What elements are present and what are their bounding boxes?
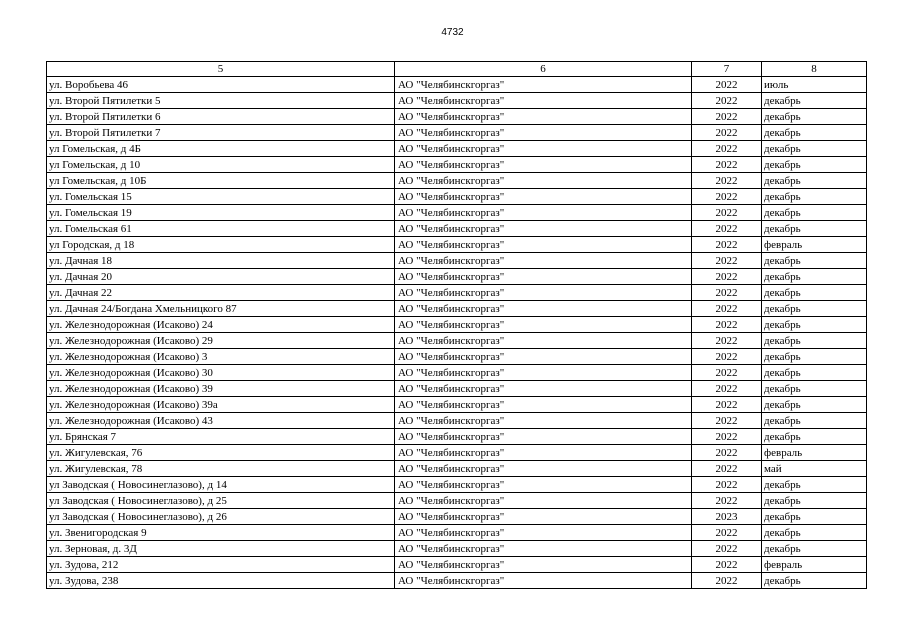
table-row — [47, 429, 867, 445]
address-cell: ул. Дачная 18 — [47, 253, 395, 269]
organization-cell: АО "Челябинскгоргаз" — [395, 445, 692, 461]
table-row — [47, 493, 867, 509]
year-cell: 2022 — [692, 573, 762, 589]
organization-cell: АО "Челябинскгоргаз" — [395, 173, 692, 189]
address-cell: ул Заводская ( Новосинеглазово), д 25 — [47, 493, 395, 509]
organization-cell: АО "Челябинскгоргаз" — [395, 509, 692, 525]
table-row — [47, 157, 867, 173]
table-row — [47, 445, 867, 461]
month-cell: декабрь — [762, 285, 867, 301]
year-cell: 2022 — [692, 397, 762, 413]
month-cell: декабрь — [762, 541, 867, 557]
table-row — [47, 509, 867, 525]
table-row — [47, 189, 867, 205]
month-cell: декабрь — [762, 157, 867, 173]
table-row — [47, 253, 867, 269]
organization-cell: АО "Челябинскгоргаз" — [395, 205, 692, 221]
address-cell: ул. Железнодорожная (Исаково) 30 — [47, 365, 395, 381]
table-row — [47, 477, 867, 493]
table-row — [47, 77, 867, 93]
table-row — [47, 541, 867, 557]
table-row — [47, 285, 867, 301]
year-cell: 2022 — [692, 477, 762, 493]
address-cell: ул. Гомельская 61 — [47, 221, 395, 237]
address-cell: ул. Второй Пятилетки 7 — [47, 125, 395, 141]
table-row — [47, 397, 867, 413]
table-row — [47, 141, 867, 157]
year-cell: 2023 — [692, 509, 762, 525]
address-cell: ул. Брянская 7 — [47, 429, 395, 445]
organization-cell: АО "Челябинскгоргаз" — [395, 477, 692, 493]
table-row — [47, 269, 867, 285]
organization-cell: АО "Челябинскгоргаз" — [395, 573, 692, 589]
table-row — [47, 525, 867, 541]
address-cell: ул. Жигулевская, 76 — [47, 445, 395, 461]
year-cell: 2022 — [692, 253, 762, 269]
month-cell: декабрь — [762, 301, 867, 317]
month-cell: декабрь — [762, 333, 867, 349]
month-cell: декабрь — [762, 413, 867, 429]
table-row — [47, 205, 867, 221]
address-cell: ул. Железнодорожная (Исаково) 43 — [47, 413, 395, 429]
organization-cell: АО "Челябинскгоргаз" — [395, 301, 692, 317]
organization-cell: АО "Челябинскгоргаз" — [395, 541, 692, 557]
table-row — [47, 349, 867, 365]
organization-cell: АО "Челябинскгоргаз" — [395, 77, 692, 93]
organization-cell: АО "Челябинскгоргаз" — [395, 317, 692, 333]
organization-cell: АО "Челябинскгоргаз" — [395, 221, 692, 237]
year-cell: 2022 — [692, 125, 762, 141]
organization-cell: АО "Челябинскгоргаз" — [395, 525, 692, 541]
table-row — [47, 125, 867, 141]
year-cell: 2022 — [692, 525, 762, 541]
table-row — [47, 333, 867, 349]
month-cell: декабрь — [762, 189, 867, 205]
year-cell: 2022 — [692, 541, 762, 557]
table-row — [47, 557, 867, 573]
month-cell: декабрь — [762, 477, 867, 493]
address-cell: ул. Второй Пятилетки 6 — [47, 109, 395, 125]
organization-cell: АО "Челябинскгоргаз" — [395, 365, 692, 381]
table-row — [47, 365, 867, 381]
address-cell: ул Заводская ( Новосинеглазово), д 26 — [47, 509, 395, 525]
year-cell: 2022 — [692, 189, 762, 205]
month-cell: июль — [762, 77, 867, 93]
year-cell: 2022 — [692, 285, 762, 301]
address-cell: ул. Дачная 24/Богдана Хмельницкого 87 — [47, 301, 395, 317]
schedule-table — [46, 61, 867, 589]
year-cell: 2022 — [692, 493, 762, 509]
address-cell: ул. Жигулевская, 78 — [47, 461, 395, 477]
address-cell: ул Городская, д 18 — [47, 237, 395, 253]
month-cell: декабрь — [762, 525, 867, 541]
month-cell: февраль — [762, 237, 867, 253]
year-cell: 2022 — [692, 333, 762, 349]
month-cell: май — [762, 461, 867, 477]
year-cell: 2022 — [692, 349, 762, 365]
year-cell: 2022 — [692, 77, 762, 93]
address-cell: ул. Зудова, 212 — [47, 557, 395, 573]
organization-cell: АО "Челябинскгоргаз" — [395, 93, 692, 109]
month-cell: декабрь — [762, 93, 867, 109]
organization-cell: АО "Челябинскгоргаз" — [395, 333, 692, 349]
table-row — [47, 381, 867, 397]
column-header: 6 — [395, 62, 692, 77]
month-cell: февраль — [762, 445, 867, 461]
year-cell: 2022 — [692, 301, 762, 317]
table-row — [47, 109, 867, 125]
month-cell: декабрь — [762, 269, 867, 285]
month-cell: декабрь — [762, 205, 867, 221]
organization-cell: АО "Челябинскгоргаз" — [395, 269, 692, 285]
month-cell: декабрь — [762, 173, 867, 189]
year-cell: 2022 — [692, 413, 762, 429]
address-cell: ул. Гомельская 15 — [47, 189, 395, 205]
month-cell: декабрь — [762, 141, 867, 157]
address-cell: ул. Зерновая, д. 3Д — [47, 541, 395, 557]
table-row — [47, 461, 867, 477]
year-cell: 2022 — [692, 205, 762, 221]
month-cell: декабрь — [762, 317, 867, 333]
month-cell: декабрь — [762, 573, 867, 589]
address-cell: ул. Дачная 20 — [47, 269, 395, 285]
address-cell: ул. Железнодорожная (Исаково) 3 — [47, 349, 395, 365]
organization-cell: АО "Челябинскгоргаз" — [395, 125, 692, 141]
organization-cell: АО "Челябинскгоргаз" — [395, 381, 692, 397]
month-cell: декабрь — [762, 509, 867, 525]
column-header: 8 — [762, 62, 867, 77]
organization-cell: АО "Челябинскгоргаз" — [395, 493, 692, 509]
year-cell: 2022 — [692, 445, 762, 461]
month-cell: декабрь — [762, 221, 867, 237]
year-cell: 2022 — [692, 365, 762, 381]
year-cell: 2022 — [692, 173, 762, 189]
organization-cell: АО "Челябинскгоргаз" — [395, 349, 692, 365]
month-cell: декабрь — [762, 381, 867, 397]
month-cell: декабрь — [762, 429, 867, 445]
address-cell: ул Гомельская, д 4Б — [47, 141, 395, 157]
year-cell: 2022 — [692, 109, 762, 125]
organization-cell: АО "Челябинскгоргаз" — [395, 461, 692, 477]
address-cell: ул Гомельская, д 10Б — [47, 173, 395, 189]
month-cell: декабрь — [762, 365, 867, 381]
page-number: 4732 — [441, 27, 464, 38]
table-header-row — [47, 62, 867, 77]
table-row — [47, 573, 867, 589]
organization-cell: АО "Челябинскгоргаз" — [395, 189, 692, 205]
year-cell: 2022 — [692, 429, 762, 445]
table-row — [47, 221, 867, 237]
table-row — [47, 317, 867, 333]
organization-cell: АО "Челябинскгоргаз" — [395, 285, 692, 301]
month-cell: декабрь — [762, 109, 867, 125]
address-cell: ул Гомельская, д 10 — [47, 157, 395, 173]
year-cell: 2022 — [692, 269, 762, 285]
table-row — [47, 413, 867, 429]
organization-cell: АО "Челябинскгоргаз" — [395, 253, 692, 269]
organization-cell: АО "Челябинскгоргаз" — [395, 157, 692, 173]
address-cell: ул. Железнодорожная (Исаково) 39а — [47, 397, 395, 413]
year-cell: 2022 — [692, 461, 762, 477]
month-cell: декабрь — [762, 397, 867, 413]
address-cell: ул. Железнодорожная (Исаково) 39 — [47, 381, 395, 397]
address-cell: ул. Звенигородская 9 — [47, 525, 395, 541]
address-cell: ул. Воробьева 46 — [47, 77, 395, 93]
year-cell: 2022 — [692, 93, 762, 109]
month-cell: февраль — [762, 557, 867, 573]
address-cell: ул. Железнодорожная (Исаково) 24 — [47, 317, 395, 333]
table-row — [47, 237, 867, 253]
year-cell: 2022 — [692, 317, 762, 333]
year-cell: 2022 — [692, 221, 762, 237]
organization-cell: АО "Челябинскгоргаз" — [395, 413, 692, 429]
table-row — [47, 93, 867, 109]
month-cell: декабрь — [762, 349, 867, 365]
organization-cell: АО "Челябинскгоргаз" — [395, 237, 692, 253]
year-cell: 2022 — [692, 381, 762, 397]
year-cell: 2022 — [692, 157, 762, 173]
table-row — [47, 301, 867, 317]
address-cell: ул. Железнодорожная (Исаково) 29 — [47, 333, 395, 349]
organization-cell: АО "Челябинскгоргаз" — [395, 397, 692, 413]
address-cell: ул. Второй Пятилетки 5 — [47, 93, 395, 109]
year-cell: 2022 — [692, 141, 762, 157]
address-cell: ул. Зудова, 238 — [47, 573, 395, 589]
column-header: 7 — [692, 62, 762, 77]
year-cell: 2022 — [692, 557, 762, 573]
organization-cell: АО "Челябинскгоргаз" — [395, 557, 692, 573]
organization-cell: АО "Челябинскгоргаз" — [395, 429, 692, 445]
organization-cell: АО "Челябинскгоргаз" — [395, 141, 692, 157]
month-cell: декабрь — [762, 493, 867, 509]
address-cell: ул. Дачная 22 — [47, 285, 395, 301]
year-cell: 2022 — [692, 237, 762, 253]
table-row — [47, 173, 867, 189]
column-header: 5 — [47, 62, 395, 77]
address-cell: ул. Гомельская 19 — [47, 205, 395, 221]
month-cell: декабрь — [762, 125, 867, 141]
address-cell: ул Заводская ( Новосинеглазово), д 14 — [47, 477, 395, 493]
organization-cell: АО "Челябинскгоргаз" — [395, 109, 692, 125]
month-cell: декабрь — [762, 253, 867, 269]
